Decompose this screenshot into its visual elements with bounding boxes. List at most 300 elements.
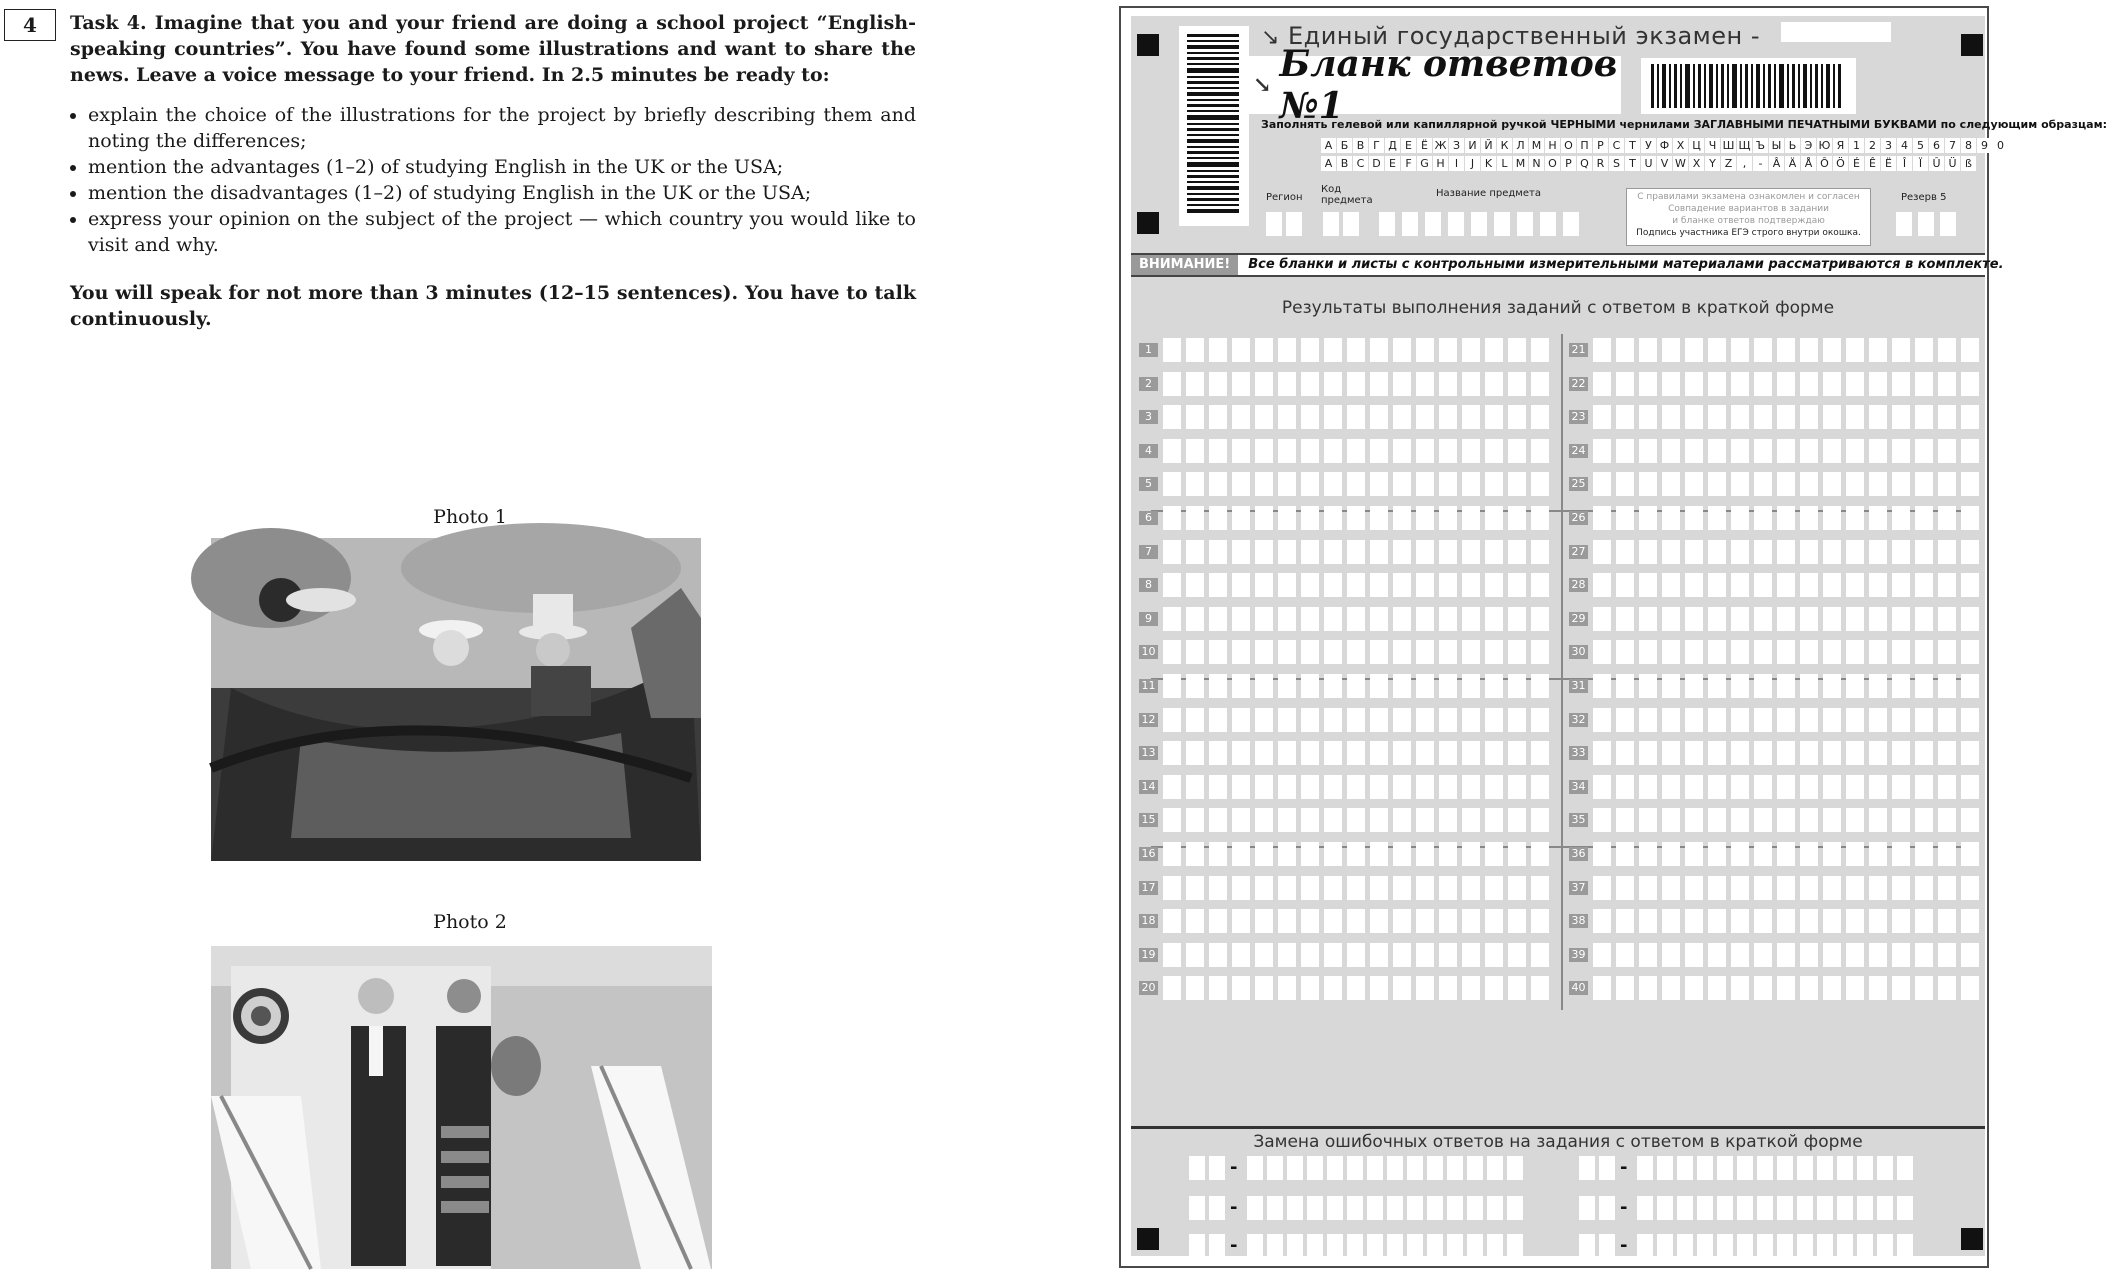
answer-cell[interactable] bbox=[1708, 506, 1726, 530]
answer-cell[interactable] bbox=[1754, 708, 1772, 732]
answer-cell[interactable] bbox=[1163, 909, 1181, 933]
answer-cell[interactable] bbox=[1278, 439, 1296, 463]
replace-cell[interactable] bbox=[1857, 1196, 1873, 1220]
answer-cell[interactable] bbox=[1892, 708, 1910, 732]
answer-cell[interactable] bbox=[1163, 674, 1181, 698]
answer-cell[interactable] bbox=[1416, 976, 1434, 1000]
answer-cell[interactable] bbox=[1892, 943, 1910, 967]
answer-cell[interactable] bbox=[1846, 842, 1864, 866]
answer-cell[interactable] bbox=[1961, 405, 1979, 429]
answer-cell[interactable] bbox=[1708, 775, 1726, 799]
answer-cell[interactable] bbox=[1508, 909, 1526, 933]
answer-cell[interactable] bbox=[1370, 439, 1388, 463]
answer-cell[interactable] bbox=[1938, 338, 1956, 362]
replace-cell[interactable] bbox=[1407, 1234, 1423, 1258]
answer-cell[interactable] bbox=[1416, 540, 1434, 564]
answer-cell[interactable] bbox=[1846, 607, 1864, 631]
answer-cell[interactable] bbox=[1938, 943, 1956, 967]
answer-cell[interactable] bbox=[1232, 540, 1250, 564]
answer-cell[interactable] bbox=[1393, 909, 1411, 933]
answer-cell[interactable] bbox=[1393, 372, 1411, 396]
answer-cell[interactable] bbox=[1869, 775, 1887, 799]
answer-cell[interactable] bbox=[1209, 640, 1227, 664]
answer-cell[interactable] bbox=[1708, 405, 1726, 429]
answer-cell[interactable] bbox=[1731, 439, 1749, 463]
answer-cell[interactable] bbox=[1324, 640, 1342, 664]
answer-cell[interactable] bbox=[1278, 708, 1296, 732]
answer-cell[interactable] bbox=[1685, 674, 1703, 698]
answer-cell[interactable] bbox=[1846, 372, 1864, 396]
answer-cell[interactable] bbox=[1639, 573, 1657, 597]
answer-cell[interactable] bbox=[1777, 439, 1795, 463]
answer-cell[interactable] bbox=[1892, 775, 1910, 799]
answer-cell[interactable] bbox=[1731, 708, 1749, 732]
replace-cell[interactable] bbox=[1189, 1196, 1205, 1220]
answer-cell[interactable] bbox=[1278, 640, 1296, 664]
answer-cell[interactable] bbox=[1616, 338, 1634, 362]
answer-cell[interactable] bbox=[1508, 708, 1526, 732]
answer-cell[interactable] bbox=[1416, 372, 1434, 396]
replace-cell[interactable] bbox=[1247, 1234, 1263, 1258]
replace-cell[interactable] bbox=[1797, 1234, 1813, 1258]
answer-cell[interactable] bbox=[1485, 439, 1503, 463]
replace-cell[interactable] bbox=[1857, 1234, 1873, 1258]
answer-cell[interactable] bbox=[1370, 842, 1388, 866]
answer-cell[interactable] bbox=[1915, 741, 1933, 765]
answer-cell[interactable] bbox=[1639, 808, 1657, 832]
answer-cell[interactable] bbox=[1485, 808, 1503, 832]
answer-cell[interactable] bbox=[1347, 775, 1365, 799]
answer-cell[interactable] bbox=[1662, 876, 1680, 900]
answer-cell[interactable] bbox=[1324, 540, 1342, 564]
answer-cell[interactable] bbox=[1301, 405, 1319, 429]
answer-cell[interactable] bbox=[1370, 372, 1388, 396]
replace-cell[interactable] bbox=[1407, 1196, 1423, 1220]
answer-cell[interactable] bbox=[1531, 775, 1549, 799]
answer-cell[interactable] bbox=[1708, 876, 1726, 900]
answer-cell[interactable] bbox=[1800, 808, 1818, 832]
answer-cell[interactable] bbox=[1416, 775, 1434, 799]
answer-cell[interactable] bbox=[1278, 540, 1296, 564]
answer-cell[interactable] bbox=[1347, 405, 1365, 429]
answer-cell[interactable] bbox=[1393, 640, 1411, 664]
answer-cell[interactable] bbox=[1662, 909, 1680, 933]
answer-cell[interactable] bbox=[1892, 540, 1910, 564]
answer-cell[interactable] bbox=[1731, 775, 1749, 799]
answer-cell[interactable] bbox=[1892, 808, 1910, 832]
answer-cell[interactable] bbox=[1255, 708, 1273, 732]
replace-cell[interactable] bbox=[1897, 1156, 1913, 1180]
answer-cell[interactable] bbox=[1938, 808, 1956, 832]
replace-cell[interactable] bbox=[1347, 1234, 1363, 1258]
answer-cell[interactable] bbox=[1823, 775, 1841, 799]
answer-cell[interactable] bbox=[1662, 405, 1680, 429]
answer-cell[interactable] bbox=[1163, 640, 1181, 664]
answer-cell[interactable] bbox=[1708, 741, 1726, 765]
answer-cell[interactable] bbox=[1485, 909, 1503, 933]
replace-cell[interactable] bbox=[1367, 1156, 1383, 1180]
answer-cell[interactable] bbox=[1255, 540, 1273, 564]
answer-cell[interactable] bbox=[1209, 573, 1227, 597]
answer-cell[interactable] bbox=[1163, 472, 1181, 496]
answer-cell[interactable] bbox=[1324, 808, 1342, 832]
answer-cell[interactable] bbox=[1616, 674, 1634, 698]
answer-cell[interactable] bbox=[1662, 439, 1680, 463]
answer-cell[interactable] bbox=[1915, 943, 1933, 967]
answer-cell[interactable] bbox=[1278, 338, 1296, 362]
answer-cell[interactable] bbox=[1347, 976, 1365, 1000]
answer-cell[interactable] bbox=[1186, 405, 1204, 429]
answer-cell[interactable] bbox=[1324, 405, 1342, 429]
answer-cell[interactable] bbox=[1846, 405, 1864, 429]
answer-cell[interactable] bbox=[1662, 573, 1680, 597]
replace-cell[interactable] bbox=[1447, 1196, 1463, 1220]
answer-cell[interactable] bbox=[1255, 876, 1273, 900]
answer-cell[interactable] bbox=[1846, 741, 1864, 765]
answer-cell[interactable] bbox=[1439, 674, 1457, 698]
answer-cell[interactable] bbox=[1232, 472, 1250, 496]
answer-cell[interactable] bbox=[1278, 909, 1296, 933]
answer-cell[interactable] bbox=[1777, 573, 1795, 597]
answer-cell[interactable] bbox=[1731, 607, 1749, 631]
answer-cell[interactable] bbox=[1823, 372, 1841, 396]
replace-cell[interactable] bbox=[1717, 1234, 1733, 1258]
answer-cell[interactable] bbox=[1639, 506, 1657, 530]
answer-cell[interactable] bbox=[1731, 943, 1749, 967]
answer-cell[interactable] bbox=[1639, 775, 1657, 799]
answer-cell[interactable] bbox=[1639, 943, 1657, 967]
answer-cell[interactable] bbox=[1324, 842, 1342, 866]
answer-cell[interactable] bbox=[1754, 976, 1772, 1000]
answer-cell[interactable] bbox=[1393, 472, 1411, 496]
answer-cell[interactable] bbox=[1508, 573, 1526, 597]
answer-cell[interactable] bbox=[1685, 943, 1703, 967]
answer-cell[interactable] bbox=[1531, 540, 1549, 564]
answer-cell[interactable] bbox=[1593, 607, 1611, 631]
answer-cell[interactable] bbox=[1708, 472, 1726, 496]
answer-cell[interactable] bbox=[1347, 540, 1365, 564]
answer-cell[interactable] bbox=[1915, 573, 1933, 597]
answer-cell[interactable] bbox=[1347, 472, 1365, 496]
answer-cell[interactable] bbox=[1823, 405, 1841, 429]
answer-cell[interactable] bbox=[1685, 573, 1703, 597]
answer-cell[interactable] bbox=[1915, 506, 1933, 530]
replace-cell[interactable] bbox=[1507, 1196, 1523, 1220]
answer-cell[interactable] bbox=[1961, 775, 1979, 799]
replace-cell[interactable] bbox=[1367, 1196, 1383, 1220]
answer-cell[interactable] bbox=[1370, 808, 1388, 832]
subject-name-cell[interactable] bbox=[1540, 212, 1556, 236]
subject-name-cell[interactable] bbox=[1517, 212, 1533, 236]
answer-cell[interactable] bbox=[1593, 640, 1611, 664]
answer-cell[interactable] bbox=[1393, 338, 1411, 362]
answer-cell[interactable] bbox=[1531, 506, 1549, 530]
answer-cell[interactable] bbox=[1324, 607, 1342, 631]
answer-cell[interactable] bbox=[1708, 943, 1726, 967]
answer-cell[interactable] bbox=[1708, 338, 1726, 362]
answer-cell[interactable] bbox=[1439, 439, 1457, 463]
answer-cell[interactable] bbox=[1938, 472, 1956, 496]
answer-cell[interactable] bbox=[1324, 909, 1342, 933]
answer-cell[interactable] bbox=[1393, 943, 1411, 967]
answer-cell[interactable] bbox=[1163, 372, 1181, 396]
answer-cell[interactable] bbox=[1531, 909, 1549, 933]
answer-cell[interactable] bbox=[1892, 976, 1910, 1000]
replace-cell[interactable] bbox=[1599, 1196, 1615, 1220]
answer-cell[interactable] bbox=[1892, 640, 1910, 664]
answer-cell[interactable] bbox=[1685, 808, 1703, 832]
replace-cell[interactable] bbox=[1817, 1234, 1833, 1258]
answer-cell[interactable] bbox=[1439, 876, 1457, 900]
answer-cell[interactable] bbox=[1731, 338, 1749, 362]
replace-cell[interactable] bbox=[1877, 1156, 1893, 1180]
answer-cell[interactable] bbox=[1800, 842, 1818, 866]
answer-cell[interactable] bbox=[1915, 338, 1933, 362]
replace-cell[interactable] bbox=[1777, 1156, 1793, 1180]
answer-cell[interactable] bbox=[1209, 372, 1227, 396]
answer-cell[interactable] bbox=[1508, 506, 1526, 530]
answer-cell[interactable] bbox=[1186, 540, 1204, 564]
answer-cell[interactable] bbox=[1892, 573, 1910, 597]
answer-cell[interactable] bbox=[1439, 909, 1457, 933]
answer-cell[interactable] bbox=[1255, 506, 1273, 530]
answer-cell[interactable] bbox=[1869, 976, 1887, 1000]
answer-cell[interactable] bbox=[1531, 372, 1549, 396]
answer-cell[interactable] bbox=[1278, 674, 1296, 698]
subject-name-cell[interactable] bbox=[1425, 212, 1441, 236]
replace-cell[interactable] bbox=[1697, 1196, 1713, 1220]
replace-cell[interactable] bbox=[1677, 1156, 1693, 1180]
answer-cell[interactable] bbox=[1892, 338, 1910, 362]
answer-cell[interactable] bbox=[1301, 943, 1319, 967]
answer-cell[interactable] bbox=[1616, 405, 1634, 429]
answer-cell[interactable] bbox=[1278, 573, 1296, 597]
replace-cell[interactable] bbox=[1637, 1196, 1653, 1220]
answer-cell[interactable] bbox=[1685, 405, 1703, 429]
answer-cell[interactable] bbox=[1531, 943, 1549, 967]
answer-cell[interactable] bbox=[1685, 540, 1703, 564]
answer-cell[interactable] bbox=[1869, 338, 1887, 362]
answer-cell[interactable] bbox=[1846, 472, 1864, 496]
answer-cell[interactable] bbox=[1616, 741, 1634, 765]
answer-cell[interactable] bbox=[1823, 976, 1841, 1000]
answer-cell[interactable] bbox=[1685, 741, 1703, 765]
replace-cell[interactable] bbox=[1717, 1156, 1733, 1180]
answer-cell[interactable] bbox=[1662, 506, 1680, 530]
answer-cell[interactable] bbox=[1754, 338, 1772, 362]
answer-cell[interactable] bbox=[1301, 540, 1319, 564]
replace-cell[interactable] bbox=[1857, 1156, 1873, 1180]
answer-cell[interactable] bbox=[1915, 909, 1933, 933]
answer-cell[interactable] bbox=[1915, 405, 1933, 429]
answer-cell[interactable] bbox=[1708, 607, 1726, 631]
answer-cell[interactable] bbox=[1616, 808, 1634, 832]
answer-cell[interactable] bbox=[1232, 775, 1250, 799]
answer-cell[interactable] bbox=[1462, 607, 1480, 631]
replace-cell[interactable] bbox=[1657, 1234, 1673, 1258]
replace-cell[interactable] bbox=[1387, 1156, 1403, 1180]
answer-cell[interactable] bbox=[1777, 674, 1795, 698]
answer-cell[interactable] bbox=[1961, 708, 1979, 732]
answer-cell[interactable] bbox=[1232, 405, 1250, 429]
answer-cell[interactable] bbox=[1508, 540, 1526, 564]
answer-cell[interactable] bbox=[1255, 372, 1273, 396]
answer-cell[interactable] bbox=[1593, 808, 1611, 832]
answer-cell[interactable] bbox=[1639, 909, 1657, 933]
answer-cell[interactable] bbox=[1209, 540, 1227, 564]
region-cell[interactable] bbox=[1266, 212, 1282, 236]
answer-cell[interactable] bbox=[1777, 540, 1795, 564]
answer-cell[interactable] bbox=[1708, 842, 1726, 866]
answer-cell[interactable] bbox=[1508, 876, 1526, 900]
answer-cell[interactable] bbox=[1777, 741, 1795, 765]
answer-cell[interactable] bbox=[1593, 775, 1611, 799]
replace-cell[interactable] bbox=[1777, 1196, 1793, 1220]
answer-cell[interactable] bbox=[1639, 439, 1657, 463]
answer-cell[interactable] bbox=[1278, 808, 1296, 832]
answer-cell[interactable] bbox=[1232, 943, 1250, 967]
answer-cell[interactable] bbox=[1232, 708, 1250, 732]
answer-cell[interactable] bbox=[1892, 741, 1910, 765]
answer-cell[interactable] bbox=[1301, 573, 1319, 597]
answer-cell[interactable] bbox=[1439, 472, 1457, 496]
answer-cell[interactable] bbox=[1846, 909, 1864, 933]
answer-cell[interactable] bbox=[1439, 741, 1457, 765]
replace-cell[interactable] bbox=[1307, 1196, 1323, 1220]
answer-cell[interactable] bbox=[1255, 775, 1273, 799]
replace-cell[interactable] bbox=[1777, 1234, 1793, 1258]
answer-cell[interactable] bbox=[1439, 338, 1457, 362]
answer-cell[interactable] bbox=[1439, 372, 1457, 396]
replace-cell[interactable] bbox=[1737, 1196, 1753, 1220]
answer-cell[interactable] bbox=[1823, 708, 1841, 732]
answer-cell[interactable] bbox=[1846, 573, 1864, 597]
answer-cell[interactable] bbox=[1301, 506, 1319, 530]
answer-cell[interactable] bbox=[1869, 842, 1887, 866]
answer-cell[interactable] bbox=[1593, 909, 1611, 933]
replace-cell[interactable] bbox=[1327, 1156, 1343, 1180]
answer-cell[interactable] bbox=[1324, 674, 1342, 698]
answer-cell[interactable] bbox=[1370, 741, 1388, 765]
answer-cell[interactable] bbox=[1485, 372, 1503, 396]
answer-cell[interactable] bbox=[1892, 842, 1910, 866]
replace-cell[interactable] bbox=[1817, 1156, 1833, 1180]
answer-cell[interactable] bbox=[1186, 338, 1204, 362]
answer-cell[interactable] bbox=[1777, 607, 1795, 631]
answer-cell[interactable] bbox=[1800, 372, 1818, 396]
answer-cell[interactable] bbox=[1508, 372, 1526, 396]
answer-cell[interactable] bbox=[1209, 876, 1227, 900]
replace-cell[interactable] bbox=[1247, 1156, 1263, 1180]
replace-cell[interactable] bbox=[1877, 1196, 1893, 1220]
answer-cell[interactable] bbox=[1639, 876, 1657, 900]
answer-cell[interactable] bbox=[1163, 506, 1181, 530]
answer-cell[interactable] bbox=[1961, 741, 1979, 765]
replace-cell[interactable] bbox=[1637, 1156, 1653, 1180]
answer-cell[interactable] bbox=[1731, 540, 1749, 564]
answer-cell[interactable] bbox=[1708, 439, 1726, 463]
answer-cell[interactable] bbox=[1370, 405, 1388, 429]
replace-cell[interactable] bbox=[1757, 1196, 1773, 1220]
answer-cell[interactable] bbox=[1485, 708, 1503, 732]
answer-cell[interactable] bbox=[1915, 708, 1933, 732]
answer-cell[interactable] bbox=[1616, 876, 1634, 900]
answer-cell[interactable] bbox=[1662, 741, 1680, 765]
answer-cell[interactable] bbox=[1616, 607, 1634, 631]
answer-cell[interactable] bbox=[1393, 876, 1411, 900]
answer-cell[interactable] bbox=[1209, 741, 1227, 765]
answer-cell[interactable] bbox=[1255, 439, 1273, 463]
answer-cell[interactable] bbox=[1278, 607, 1296, 631]
consent-signature-box[interactable] bbox=[1626, 188, 1871, 246]
answer-cell[interactable] bbox=[1938, 640, 1956, 664]
replace-cell[interactable] bbox=[1637, 1234, 1653, 1258]
answer-cell[interactable] bbox=[1209, 439, 1227, 463]
answer-cell[interactable] bbox=[1416, 338, 1434, 362]
replace-cell[interactable] bbox=[1677, 1196, 1693, 1220]
answer-cell[interactable] bbox=[1662, 640, 1680, 664]
answer-cell[interactable] bbox=[1800, 909, 1818, 933]
answer-cell[interactable] bbox=[1531, 674, 1549, 698]
replace-cell[interactable] bbox=[1487, 1156, 1503, 1180]
answer-cell[interactable] bbox=[1439, 540, 1457, 564]
answer-cell[interactable] bbox=[1754, 405, 1772, 429]
answer-cell[interactable] bbox=[1186, 640, 1204, 664]
answer-cell[interactable] bbox=[1416, 943, 1434, 967]
answer-cell[interactable] bbox=[1846, 943, 1864, 967]
answer-cell[interactable] bbox=[1301, 741, 1319, 765]
answer-cell[interactable] bbox=[1662, 808, 1680, 832]
answer-cell[interactable] bbox=[1531, 405, 1549, 429]
answer-cell[interactable] bbox=[1370, 909, 1388, 933]
answer-cell[interactable] bbox=[1485, 842, 1503, 866]
replace-cell[interactable] bbox=[1599, 1234, 1615, 1258]
answer-cell[interactable] bbox=[1531, 741, 1549, 765]
answer-cell[interactable] bbox=[1485, 640, 1503, 664]
answer-cell[interactable] bbox=[1823, 943, 1841, 967]
answer-cell[interactable] bbox=[1301, 909, 1319, 933]
replace-cell[interactable] bbox=[1579, 1156, 1595, 1180]
answer-cell[interactable] bbox=[1439, 506, 1457, 530]
answer-cell[interactable] bbox=[1731, 808, 1749, 832]
answer-cell[interactable] bbox=[1800, 472, 1818, 496]
answer-cell[interactable] bbox=[1823, 540, 1841, 564]
replace-cell[interactable] bbox=[1327, 1234, 1343, 1258]
reserve-cell[interactable] bbox=[1940, 212, 1956, 236]
answer-cell[interactable] bbox=[1800, 640, 1818, 664]
replace-cell[interactable] bbox=[1427, 1196, 1443, 1220]
replace-cell[interactable] bbox=[1267, 1196, 1283, 1220]
answer-cell[interactable] bbox=[1186, 472, 1204, 496]
replace-cell[interactable] bbox=[1387, 1196, 1403, 1220]
answer-cell[interactable] bbox=[1324, 943, 1342, 967]
answer-cell[interactable] bbox=[1685, 640, 1703, 664]
answer-cell[interactable] bbox=[1961, 640, 1979, 664]
answer-cell[interactable] bbox=[1186, 372, 1204, 396]
answer-cell[interactable] bbox=[1869, 405, 1887, 429]
answer-cell[interactable] bbox=[1938, 741, 1956, 765]
answer-cell[interactable] bbox=[1662, 472, 1680, 496]
replace-cell[interactable] bbox=[1447, 1156, 1463, 1180]
answer-cell[interactable] bbox=[1892, 607, 1910, 631]
answer-cell[interactable] bbox=[1347, 708, 1365, 732]
answer-cell[interactable] bbox=[1232, 674, 1250, 698]
answer-cell[interactable] bbox=[1754, 372, 1772, 396]
answer-cell[interactable] bbox=[1531, 808, 1549, 832]
replace-cell[interactable] bbox=[1657, 1196, 1673, 1220]
answer-cell[interactable] bbox=[1324, 372, 1342, 396]
answer-cell[interactable] bbox=[1639, 540, 1657, 564]
